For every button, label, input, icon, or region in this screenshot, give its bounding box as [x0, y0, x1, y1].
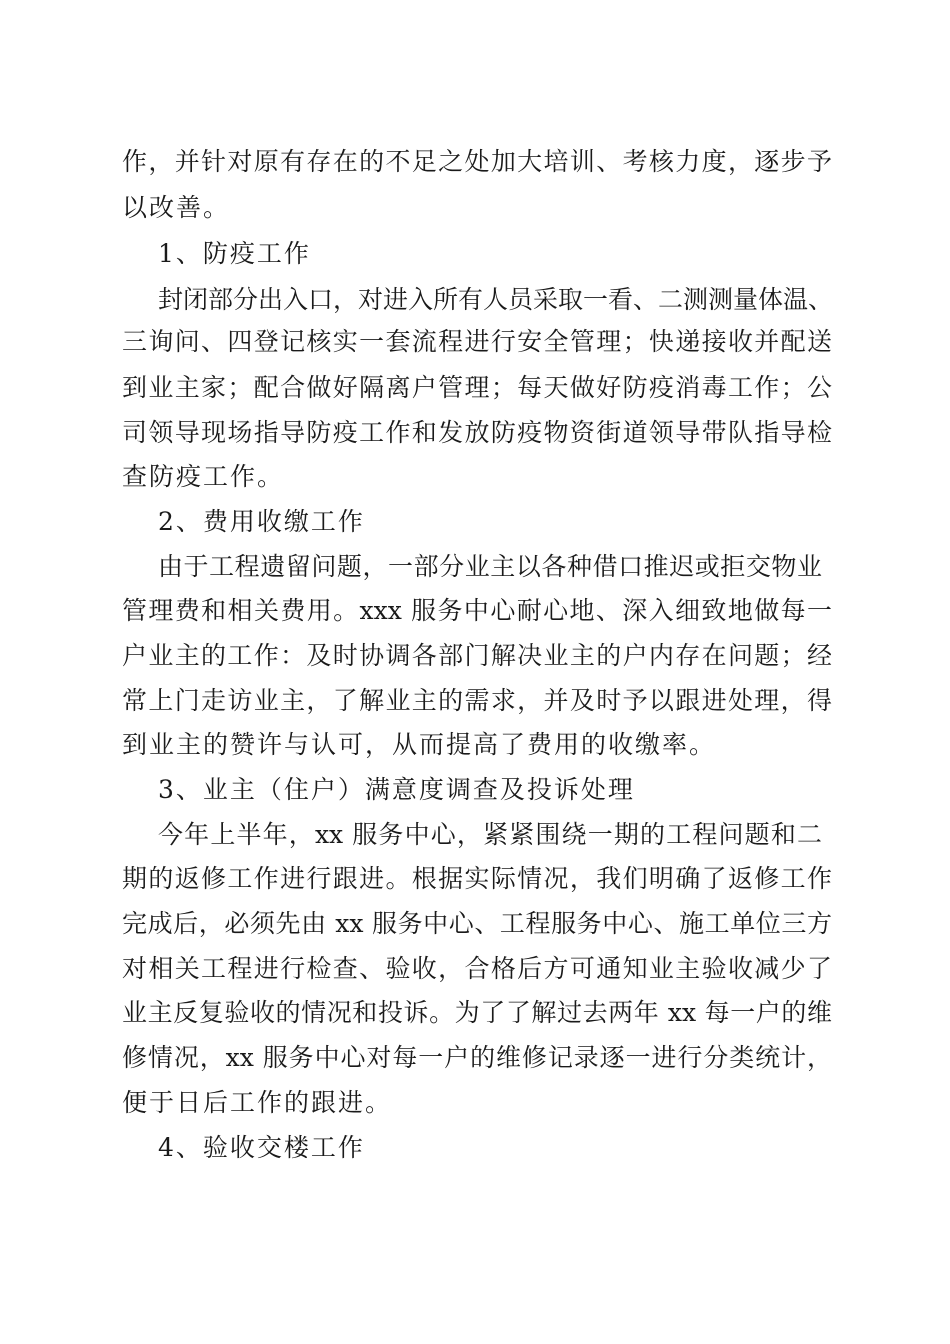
paragraph-line: 以改善。 — [122, 193, 231, 222]
paragraph-line: 作，并针对原有存在的不足之处加大培训、考核力度，逐步予 — [122, 147, 832, 176]
paragraph-line: 对相关工程进行检查、验收，合格后方可通知业主验收减少了 — [122, 954, 832, 983]
paragraph-line: 完成后，必须先由 xx 服务中心、工程服务中心、施工单位三方 — [122, 909, 832, 938]
paragraph-line: 三询问、四登记核实一套流程进行安全管理；快递接收并配送 — [122, 327, 832, 356]
section-heading-satisfaction-survey: 3、业主（住户）满意度调查及投诉处理 — [158, 775, 635, 804]
section-heading-epidemic: 1、防疫工作 — [158, 239, 311, 268]
paragraph-line: 到业主家；配合做好隔离户管理；每天做好防疫消毒工作；公 — [122, 373, 832, 402]
paragraph-line: 管理费和相关费用。xxx 服务中心耐心地、深入细致地做每一 — [122, 596, 832, 625]
paragraph-line: 常上门走访业主，了解业主的需求，并及时予以跟进处理，得 — [122, 686, 832, 715]
paragraph-line: 封闭部分出入口，对进入所有人员采取一看、二测测量体温、 — [158, 285, 834, 314]
section-heading-handover: 4、验收交楼工作 — [158, 1133, 365, 1162]
paragraph-line: 查防疫工作。 — [122, 462, 285, 491]
paragraph-line: 到业主的赞许与认可，从而提高了费用的收缴率。 — [122, 730, 717, 759]
paragraph-line: 户业主的工作：及时协调各部门解决业主的户内存在问题；经 — [122, 641, 832, 670]
paragraph-line: 修情况，xx 服务中心对每一户的维修记录逐一进行分类统计， — [122, 1043, 832, 1072]
paragraph-line: 今年上半年，xx 服务中心，紧紧围绕一期的工程问题和二 — [158, 820, 822, 849]
paragraph-line: 期的返修工作进行跟进。根据实际情况，我们明确了返修工作 — [122, 864, 832, 893]
paragraph-line: 业主反复验收的情况和投诉。为了了解过去两年 xx 每一户的维 — [122, 998, 832, 1027]
paragraph-line: 由于工程遗留问题，一部分业主以各种借口推迟或拒交物业 — [158, 552, 822, 581]
section-heading-fee-collection: 2、费用收缴工作 — [158, 507, 365, 536]
paragraph-line: 便于日后工作的跟进。 — [122, 1088, 393, 1117]
paragraph-line: 司领导现场指导防疫工作和发放防疫物资街道领导带队指导检 — [122, 418, 832, 447]
